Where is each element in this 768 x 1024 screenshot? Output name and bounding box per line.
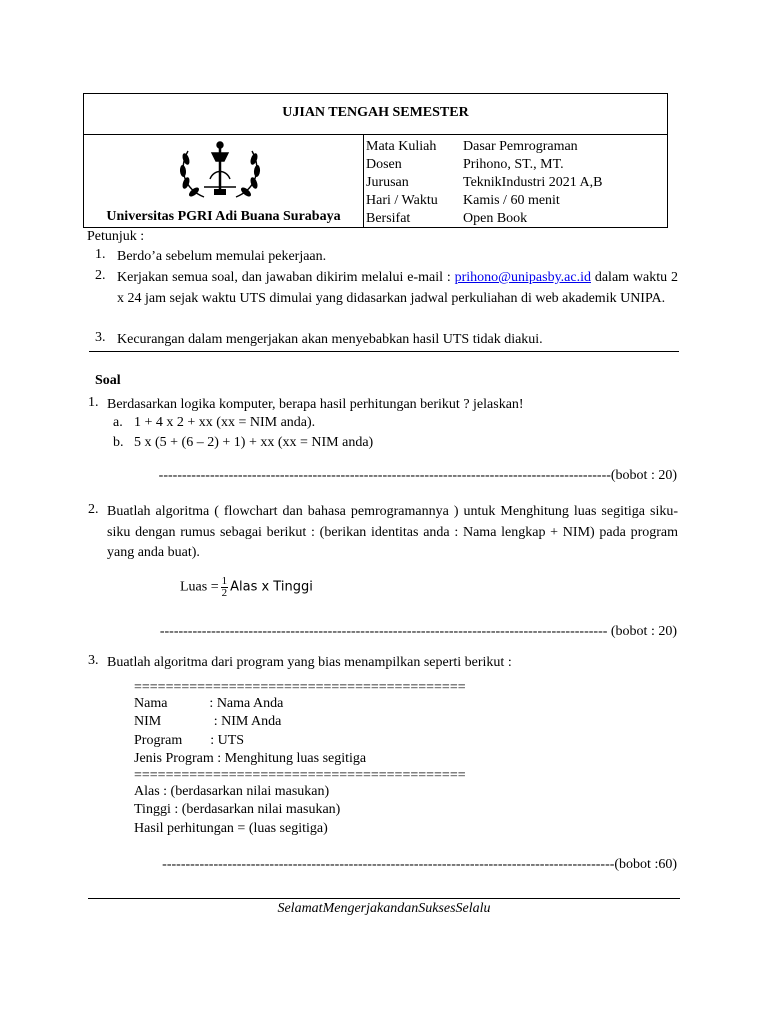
info-row <box>366 210 602 228</box>
email-link[interactable]: prihono@unipasby.ac.id <box>454 270 591 285</box>
info-value: Kamis / 60 menit <box>463 193 560 208</box>
instruction-num: 3. <box>95 330 106 345</box>
output-line: NIM : NIM Anda <box>134 714 282 730</box>
sub-item: 5 x (5 + (6 – 2) + 1) + xx (xx = NIM anda) <box>134 435 374 450</box>
instruction-text: dalam waktu 2 x 24 jam sejak waktu UTS dimulai yang didasarkan jadwal perkuliahan di web akademik UNIPA. <box>117 270 678 306</box>
info-value: Open Book <box>463 211 528 226</box>
info-row <box>366 156 602 174</box>
divider <box>89 351 679 352</box>
instruction-item <box>117 268 678 309</box>
info-value: Prihono, ST., MT. <box>463 157 564 172</box>
footer-text: SelamatMengerjakandanSuksesSelalu <box>277 901 491 916</box>
weight-line: ------------------------------------------------------------------------------------------------ (bobot : 20) <box>159 624 677 639</box>
info-row <box>366 192 602 210</box>
output-line: Jenis Program : Menghitung luas segitiga <box>134 750 367 766</box>
fraction-numerator: 1 <box>221 575 228 587</box>
question-text: Berdasarkan logika komputer, berapa hasil perhitungan berikut ? jelaskan! <box>107 397 524 412</box>
question-num: 2. <box>88 502 99 517</box>
instruction-text: Kerjakan semua soal, dan jawaban dikirim melalui e-mail : <box>117 270 455 285</box>
fraction <box>221 576 229 599</box>
info-label: Hari / Waktu <box>366 193 438 208</box>
output-line: Tinggi : (berdasarkan nilai masukan) <box>134 802 341 818</box>
info-label: Mata Kuliah <box>366 139 437 154</box>
instruction-item: Kecurangan dalam mengerjakan akan menyebabkan hasil UTS tidak diakui. <box>117 332 543 347</box>
output-result-block <box>134 783 340 838</box>
course-info-table <box>366 138 602 228</box>
formula-rhs: Alas x Tinggi <box>230 579 313 595</box>
weight-line: -------------------------------------------------------------------------------------------------(bobot : 20) <box>158 468 677 483</box>
area-formula <box>180 576 313 599</box>
formula-lhs: Luas = <box>180 579 219 595</box>
sub-num: b. <box>113 435 124 450</box>
logo-cell <box>84 135 364 227</box>
header-info-box <box>83 134 668 228</box>
output-line: Hasil perhitungan = (luas segitiga) <box>134 820 328 836</box>
university-logo-icon <box>174 139 266 203</box>
output-separator: ========================================== <box>134 680 466 695</box>
info-row <box>366 174 602 192</box>
output-identity-block <box>134 695 366 768</box>
info-label: Jurusan <box>366 175 409 190</box>
sub-num: a. <box>113 415 123 430</box>
output-line: Nama : Nama Anda <box>134 696 284 711</box>
info-row <box>366 138 602 156</box>
fraction-denominator: 2 <box>221 587 228 599</box>
info-label: Dosen <box>366 157 402 172</box>
info-value: Dasar Pemrograman <box>463 139 578 154</box>
output-line: Program : UTS <box>134 732 245 748</box>
instruction-num: 1. <box>95 247 106 262</box>
question-text: Buatlah algoritma ( flowchart dan bahasa pemrogramannya ) untuk Menghitung luas segitiga siku-siku dengan rumus sebagai berikut : (berikan identitas anda : Nama lengkap + NIM) pada program yang anda buat). <box>107 504 678 560</box>
header-title-box <box>83 93 668 135</box>
questions-title: Soal <box>95 373 121 388</box>
info-value: TeknikIndustri 2021 A,B <box>463 175 603 190</box>
exam-title: UJIAN TENGAH SEMESTER <box>282 105 469 120</box>
weight-line: -------------------------------------------------------------------------------------------------(bobot :60) <box>162 857 677 872</box>
question-text: Buatlah algoritma dari program yang bias menampilkan seperti berikut : <box>107 655 512 670</box>
instructions-title: Petunjuk : <box>87 229 145 244</box>
info-label: Bersifat <box>366 211 411 226</box>
question-num: 3. <box>88 653 99 668</box>
sub-item: 1 + 4 x 2 + xx (xx = NIM anda). <box>134 415 316 430</box>
output-separator: ========================================== <box>134 768 466 783</box>
footer-divider <box>88 898 680 899</box>
output-line: Alas : (berdasarkan nilai masukan) <box>134 784 330 799</box>
instruction-num: 2. <box>95 268 106 283</box>
university-name: Universitas PGRI Adi Buana Surabaya <box>106 209 341 224</box>
question-num: 1. <box>88 395 99 410</box>
instruction-item: Berdo’a sebelum memulai pekerjaan. <box>117 249 327 264</box>
